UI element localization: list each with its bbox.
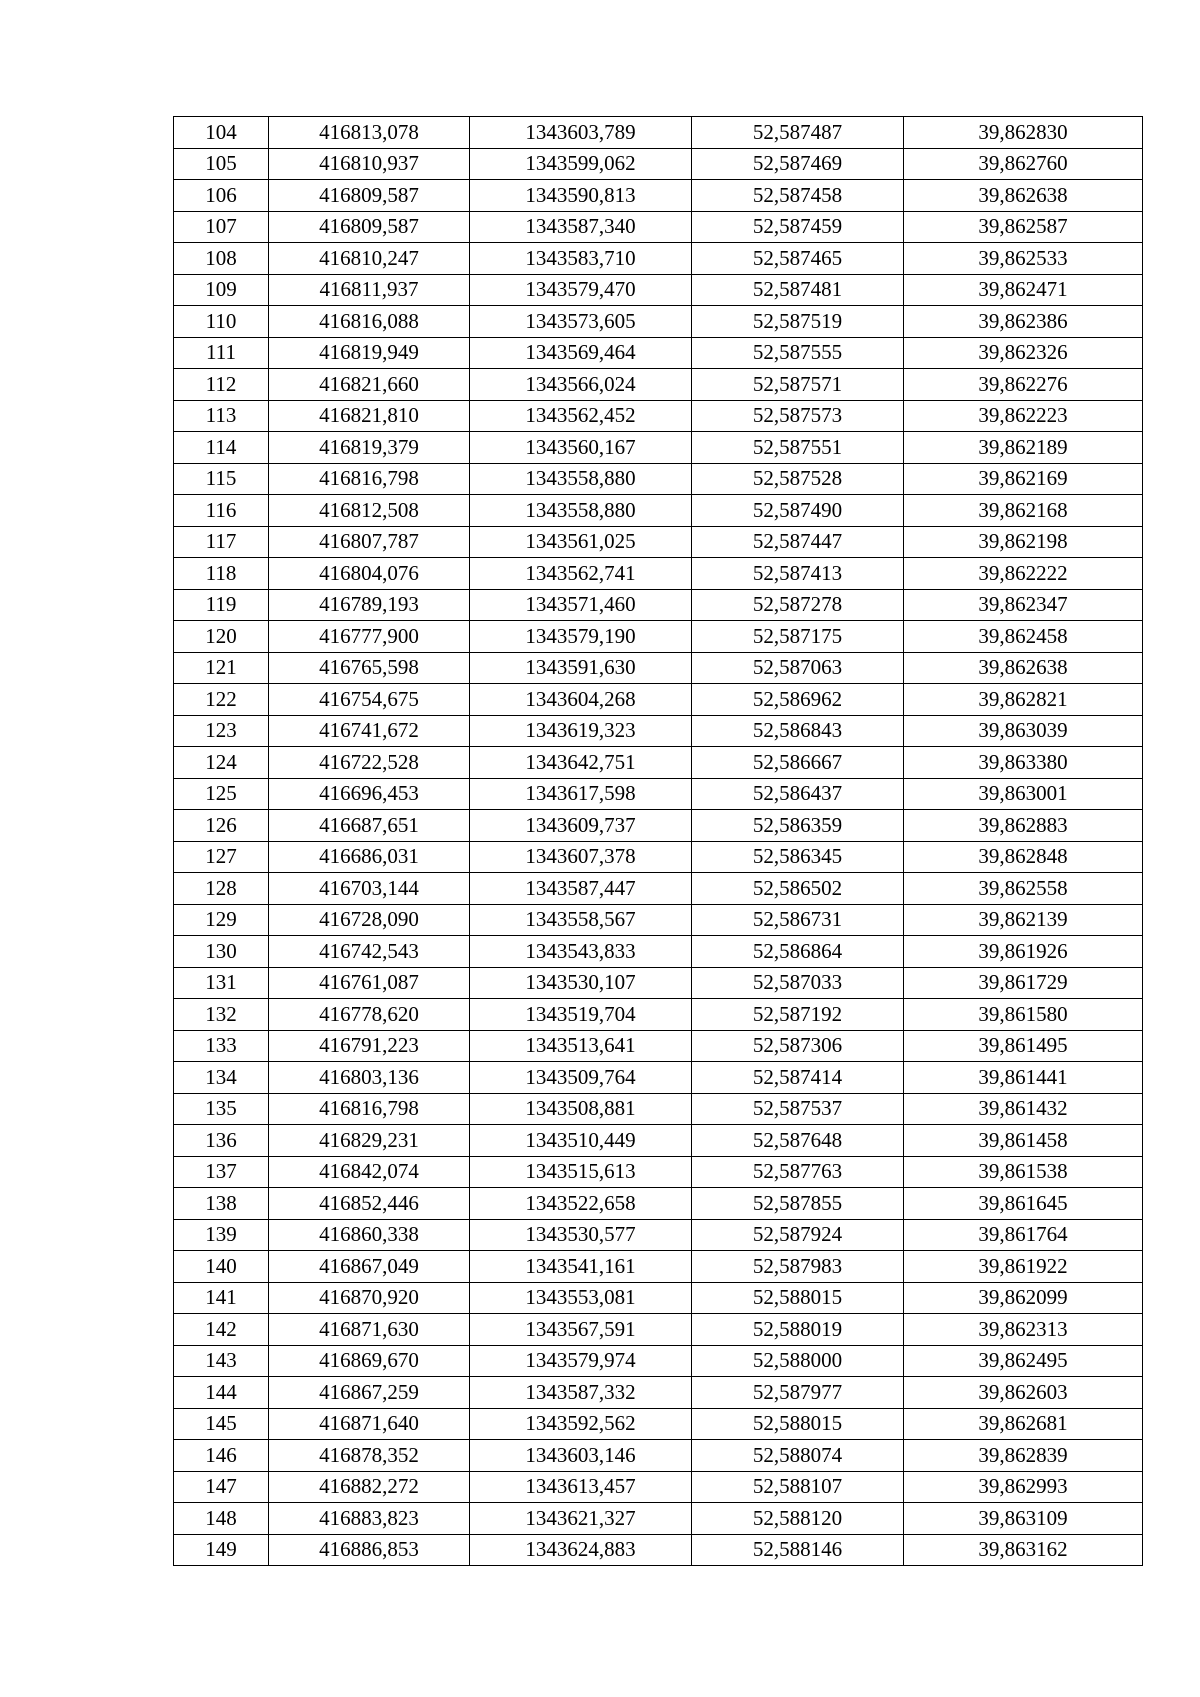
table-row [174, 337, 1143, 369]
table-row [174, 810, 1143, 842]
x-coordinate-cell: 416810,937 [269, 148, 470, 180]
x-coordinate-cell: 416882,272 [269, 1471, 470, 1503]
latitude-cell: 52,587469 [692, 148, 904, 180]
latitude-cell: 52,587192 [692, 999, 904, 1031]
longitude-cell: 39,862821 [904, 684, 1143, 716]
x-coordinate-cell: 416821,660 [269, 369, 470, 401]
longitude-cell: 39,862993 [904, 1471, 1143, 1503]
x-coordinate-cell: 416816,798 [269, 463, 470, 495]
longitude-cell: 39,861432 [904, 1093, 1143, 1125]
table-row [174, 778, 1143, 810]
longitude-cell: 39,862276 [904, 369, 1143, 401]
x-coordinate-cell: 416754,675 [269, 684, 470, 716]
y-coordinate-cell: 1343587,332 [470, 1377, 692, 1409]
point-number-cell: 114 [174, 432, 269, 464]
latitude-cell: 52,587977 [692, 1377, 904, 1409]
longitude-cell: 39,862495 [904, 1345, 1143, 1377]
latitude-cell: 52,587033 [692, 967, 904, 999]
longitude-cell: 39,862347 [904, 589, 1143, 621]
table-row [174, 463, 1143, 495]
latitude-cell: 52,587537 [692, 1093, 904, 1125]
table-row [174, 432, 1143, 464]
latitude-cell: 52,588015 [692, 1282, 904, 1314]
point-number-cell: 140 [174, 1251, 269, 1283]
longitude-cell: 39,862139 [904, 904, 1143, 936]
point-number-cell: 129 [174, 904, 269, 936]
point-number-cell: 127 [174, 841, 269, 873]
x-coordinate-cell: 416778,620 [269, 999, 470, 1031]
point-number-cell: 110 [174, 306, 269, 338]
x-coordinate-cell: 416842,074 [269, 1156, 470, 1188]
table-row [174, 306, 1143, 338]
latitude-cell: 52,587571 [692, 369, 904, 401]
latitude-cell: 52,587063 [692, 652, 904, 684]
latitude-cell: 52,588000 [692, 1345, 904, 1377]
x-coordinate-cell: 416804,076 [269, 558, 470, 590]
table-row [174, 243, 1143, 275]
latitude-cell: 52,588120 [692, 1503, 904, 1535]
table-row [174, 211, 1143, 243]
point-number-cell: 130 [174, 936, 269, 968]
table-row [174, 369, 1143, 401]
point-number-cell: 107 [174, 211, 269, 243]
longitude-cell: 39,861441 [904, 1062, 1143, 1094]
point-number-cell: 124 [174, 747, 269, 779]
point-number-cell: 113 [174, 400, 269, 432]
x-coordinate-cell: 416765,598 [269, 652, 470, 684]
table-row [174, 1534, 1143, 1566]
longitude-cell: 39,862638 [904, 180, 1143, 212]
longitude-cell: 39,861458 [904, 1125, 1143, 1157]
point-number-cell: 108 [174, 243, 269, 275]
latitude-cell: 52,587573 [692, 400, 904, 432]
x-coordinate-cell: 416728,090 [269, 904, 470, 936]
point-number-cell: 135 [174, 1093, 269, 1125]
table-row [174, 621, 1143, 653]
longitude-cell: 39,862458 [904, 621, 1143, 653]
point-number-cell: 143 [174, 1345, 269, 1377]
latitude-cell: 52,587414 [692, 1062, 904, 1094]
y-coordinate-cell: 1343569,464 [470, 337, 692, 369]
x-coordinate-cell: 416813,078 [269, 117, 470, 149]
table-row [174, 873, 1143, 905]
x-coordinate-cell: 416809,587 [269, 180, 470, 212]
y-coordinate-cell: 1343558,880 [470, 495, 692, 527]
longitude-cell: 39,862222 [904, 558, 1143, 590]
longitude-cell: 39,862839 [904, 1440, 1143, 1472]
x-coordinate-cell: 416816,088 [269, 306, 470, 338]
longitude-cell: 39,861926 [904, 936, 1143, 968]
x-coordinate-cell: 416741,672 [269, 715, 470, 747]
point-number-cell: 122 [174, 684, 269, 716]
table-row [174, 652, 1143, 684]
longitude-cell: 39,862189 [904, 432, 1143, 464]
y-coordinate-cell: 1343508,881 [470, 1093, 692, 1125]
table-row [174, 1156, 1143, 1188]
latitude-cell: 52,586359 [692, 810, 904, 842]
longitude-cell: 39,863001 [904, 778, 1143, 810]
longitude-cell: 39,862883 [904, 810, 1143, 842]
x-coordinate-cell: 416686,031 [269, 841, 470, 873]
longitude-cell: 39,862169 [904, 463, 1143, 495]
latitude-cell: 52,587306 [692, 1030, 904, 1062]
table-row [174, 1030, 1143, 1062]
point-number-cell: 149 [174, 1534, 269, 1566]
longitude-cell: 39,862848 [904, 841, 1143, 873]
longitude-cell: 39,862099 [904, 1282, 1143, 1314]
table-row [174, 1219, 1143, 1251]
longitude-cell: 39,861729 [904, 967, 1143, 999]
y-coordinate-cell: 1343613,457 [470, 1471, 692, 1503]
latitude-cell: 52,587855 [692, 1188, 904, 1220]
y-coordinate-cell: 1343519,704 [470, 999, 692, 1031]
table-row [174, 180, 1143, 212]
point-number-cell: 141 [174, 1282, 269, 1314]
longitude-cell: 39,861645 [904, 1188, 1143, 1220]
y-coordinate-cell: 1343553,081 [470, 1282, 692, 1314]
y-coordinate-cell: 1343587,340 [470, 211, 692, 243]
x-coordinate-cell: 416742,543 [269, 936, 470, 968]
longitude-cell: 39,862681 [904, 1408, 1143, 1440]
latitude-cell: 52,587648 [692, 1125, 904, 1157]
x-coordinate-cell: 416807,787 [269, 526, 470, 558]
table-row [174, 936, 1143, 968]
x-coordinate-cell: 416789,193 [269, 589, 470, 621]
x-coordinate-cell: 416883,823 [269, 1503, 470, 1535]
table-row [174, 715, 1143, 747]
y-coordinate-cell: 1343579,974 [470, 1345, 692, 1377]
table-row [174, 1408, 1143, 1440]
point-number-cell: 115 [174, 463, 269, 495]
y-coordinate-cell: 1343617,598 [470, 778, 692, 810]
y-coordinate-cell: 1343603,789 [470, 117, 692, 149]
longitude-cell: 39,861764 [904, 1219, 1143, 1251]
latitude-cell: 52,587551 [692, 432, 904, 464]
longitude-cell: 39,862603 [904, 1377, 1143, 1409]
latitude-cell: 52,587481 [692, 274, 904, 306]
y-coordinate-cell: 1343587,447 [470, 873, 692, 905]
coordinates-table-body [174, 117, 1143, 1566]
longitude-cell: 39,862386 [904, 306, 1143, 338]
table-row [174, 148, 1143, 180]
x-coordinate-cell: 416812,508 [269, 495, 470, 527]
y-coordinate-cell: 1343566,024 [470, 369, 692, 401]
table-row [174, 1314, 1143, 1346]
latitude-cell: 52,587519 [692, 306, 904, 338]
longitude-cell: 39,862638 [904, 652, 1143, 684]
y-coordinate-cell: 1343558,880 [470, 463, 692, 495]
point-number-cell: 120 [174, 621, 269, 653]
point-number-cell: 119 [174, 589, 269, 621]
point-number-cell: 133 [174, 1030, 269, 1062]
x-coordinate-cell: 416871,640 [269, 1408, 470, 1440]
latitude-cell: 52,586731 [692, 904, 904, 936]
table-row [174, 1440, 1143, 1472]
latitude-cell: 52,586962 [692, 684, 904, 716]
y-coordinate-cell: 1343561,025 [470, 526, 692, 558]
latitude-cell: 52,588015 [692, 1408, 904, 1440]
y-coordinate-cell: 1343642,751 [470, 747, 692, 779]
x-coordinate-cell: 416703,144 [269, 873, 470, 905]
y-coordinate-cell: 1343541,161 [470, 1251, 692, 1283]
longitude-cell: 39,863380 [904, 747, 1143, 779]
longitude-cell: 39,862168 [904, 495, 1143, 527]
latitude-cell: 52,587459 [692, 211, 904, 243]
x-coordinate-cell: 416860,338 [269, 1219, 470, 1251]
latitude-cell: 52,587490 [692, 495, 904, 527]
point-number-cell: 144 [174, 1377, 269, 1409]
y-coordinate-cell: 1343530,577 [470, 1219, 692, 1251]
longitude-cell: 39,862830 [904, 117, 1143, 149]
y-coordinate-cell: 1343530,107 [470, 967, 692, 999]
coordinates-table [173, 116, 1143, 1566]
table-row [174, 495, 1143, 527]
table-row [174, 1188, 1143, 1220]
point-number-cell: 146 [174, 1440, 269, 1472]
y-coordinate-cell: 1343567,591 [470, 1314, 692, 1346]
latitude-cell: 52,587447 [692, 526, 904, 558]
point-number-cell: 139 [174, 1219, 269, 1251]
longitude-cell: 39,863039 [904, 715, 1143, 747]
table-row [174, 1377, 1143, 1409]
latitude-cell: 52,587983 [692, 1251, 904, 1283]
y-coordinate-cell: 1343510,449 [470, 1125, 692, 1157]
y-coordinate-cell: 1343579,190 [470, 621, 692, 653]
point-number-cell: 125 [174, 778, 269, 810]
latitude-cell: 52,588019 [692, 1314, 904, 1346]
table-row [174, 1093, 1143, 1125]
y-coordinate-cell: 1343621,327 [470, 1503, 692, 1535]
y-coordinate-cell: 1343560,167 [470, 432, 692, 464]
x-coordinate-cell: 416816,798 [269, 1093, 470, 1125]
longitude-cell: 39,862326 [904, 337, 1143, 369]
longitude-cell: 39,862558 [904, 873, 1143, 905]
point-number-cell: 131 [174, 967, 269, 999]
y-coordinate-cell: 1343603,146 [470, 1440, 692, 1472]
longitude-cell: 39,861580 [904, 999, 1143, 1031]
point-number-cell: 126 [174, 810, 269, 842]
y-coordinate-cell: 1343592,562 [470, 1408, 692, 1440]
point-number-cell: 128 [174, 873, 269, 905]
y-coordinate-cell: 1343579,470 [470, 274, 692, 306]
x-coordinate-cell: 416852,446 [269, 1188, 470, 1220]
x-coordinate-cell: 416867,259 [269, 1377, 470, 1409]
longitude-cell: 39,863109 [904, 1503, 1143, 1535]
x-coordinate-cell: 416870,920 [269, 1282, 470, 1314]
x-coordinate-cell: 416810,247 [269, 243, 470, 275]
x-coordinate-cell: 416811,937 [269, 274, 470, 306]
x-coordinate-cell: 416791,223 [269, 1030, 470, 1062]
table-row [174, 1251, 1143, 1283]
table-row [174, 526, 1143, 558]
point-number-cell: 106 [174, 180, 269, 212]
longitude-cell: 39,861495 [904, 1030, 1143, 1062]
y-coordinate-cell: 1343543,833 [470, 936, 692, 968]
table-row [174, 999, 1143, 1031]
latitude-cell: 52,587175 [692, 621, 904, 653]
x-coordinate-cell: 416819,949 [269, 337, 470, 369]
point-number-cell: 118 [174, 558, 269, 590]
table-row [174, 841, 1143, 873]
point-number-cell: 117 [174, 526, 269, 558]
y-coordinate-cell: 1343522,658 [470, 1188, 692, 1220]
latitude-cell: 52,588146 [692, 1534, 904, 1566]
latitude-cell: 52,586864 [692, 936, 904, 968]
table-row [174, 967, 1143, 999]
latitude-cell: 52,586843 [692, 715, 904, 747]
table-row [174, 558, 1143, 590]
latitude-cell: 52,587278 [692, 589, 904, 621]
point-number-cell: 123 [174, 715, 269, 747]
x-coordinate-cell: 416869,670 [269, 1345, 470, 1377]
x-coordinate-cell: 416867,049 [269, 1251, 470, 1283]
point-number-cell: 109 [174, 274, 269, 306]
longitude-cell: 39,862760 [904, 148, 1143, 180]
longitude-cell: 39,862587 [904, 211, 1143, 243]
point-number-cell: 112 [174, 369, 269, 401]
x-coordinate-cell: 416687,651 [269, 810, 470, 842]
x-coordinate-cell: 416722,528 [269, 747, 470, 779]
y-coordinate-cell: 1343619,323 [470, 715, 692, 747]
point-number-cell: 105 [174, 148, 269, 180]
y-coordinate-cell: 1343624,883 [470, 1534, 692, 1566]
point-number-cell: 145 [174, 1408, 269, 1440]
x-coordinate-cell: 416829,231 [269, 1125, 470, 1157]
y-coordinate-cell: 1343590,813 [470, 180, 692, 212]
y-coordinate-cell: 1343513,641 [470, 1030, 692, 1062]
y-coordinate-cell: 1343562,741 [470, 558, 692, 590]
table-row [174, 1125, 1143, 1157]
latitude-cell: 52,588074 [692, 1440, 904, 1472]
point-number-cell: 142 [174, 1314, 269, 1346]
point-number-cell: 121 [174, 652, 269, 684]
point-number-cell: 111 [174, 337, 269, 369]
point-number-cell: 116 [174, 495, 269, 527]
latitude-cell: 52,586345 [692, 841, 904, 873]
y-coordinate-cell: 1343604,268 [470, 684, 692, 716]
y-coordinate-cell: 1343607,378 [470, 841, 692, 873]
x-coordinate-cell: 416803,136 [269, 1062, 470, 1094]
longitude-cell: 39,862533 [904, 243, 1143, 275]
y-coordinate-cell: 1343509,764 [470, 1062, 692, 1094]
y-coordinate-cell: 1343558,567 [470, 904, 692, 936]
table-row [174, 1062, 1143, 1094]
latitude-cell: 52,587465 [692, 243, 904, 275]
point-number-cell: 136 [174, 1125, 269, 1157]
x-coordinate-cell: 416821,810 [269, 400, 470, 432]
longitude-cell: 39,861538 [904, 1156, 1143, 1188]
point-number-cell: 134 [174, 1062, 269, 1094]
latitude-cell: 52,586437 [692, 778, 904, 810]
table-row [174, 684, 1143, 716]
x-coordinate-cell: 416819,379 [269, 432, 470, 464]
longitude-cell: 39,862223 [904, 400, 1143, 432]
latitude-cell: 52,586502 [692, 873, 904, 905]
y-coordinate-cell: 1343573,605 [470, 306, 692, 338]
latitude-cell: 52,587528 [692, 463, 904, 495]
point-number-cell: 137 [174, 1156, 269, 1188]
table-row [174, 747, 1143, 779]
latitude-cell: 52,587413 [692, 558, 904, 590]
y-coordinate-cell: 1343599,062 [470, 148, 692, 180]
table-row [174, 1282, 1143, 1314]
latitude-cell: 52,587458 [692, 180, 904, 212]
longitude-cell: 39,863162 [904, 1534, 1143, 1566]
table-row [174, 1471, 1143, 1503]
table-row [174, 904, 1143, 936]
y-coordinate-cell: 1343571,460 [470, 589, 692, 621]
point-number-cell: 104 [174, 117, 269, 149]
x-coordinate-cell: 416777,900 [269, 621, 470, 653]
x-coordinate-cell: 416696,453 [269, 778, 470, 810]
latitude-cell: 52,587763 [692, 1156, 904, 1188]
y-coordinate-cell: 1343562,452 [470, 400, 692, 432]
x-coordinate-cell: 416878,352 [269, 1440, 470, 1472]
longitude-cell: 39,862313 [904, 1314, 1143, 1346]
latitude-cell: 52,587487 [692, 117, 904, 149]
x-coordinate-cell: 416886,853 [269, 1534, 470, 1566]
y-coordinate-cell: 1343609,737 [470, 810, 692, 842]
longitude-cell: 39,862471 [904, 274, 1143, 306]
point-number-cell: 132 [174, 999, 269, 1031]
table-row [174, 1345, 1143, 1377]
point-number-cell: 148 [174, 1503, 269, 1535]
point-number-cell: 138 [174, 1188, 269, 1220]
x-coordinate-cell: 416871,630 [269, 1314, 470, 1346]
y-coordinate-cell: 1343515,613 [470, 1156, 692, 1188]
table-row [174, 400, 1143, 432]
latitude-cell: 52,586667 [692, 747, 904, 779]
latitude-cell: 52,587555 [692, 337, 904, 369]
x-coordinate-cell: 416761,087 [269, 967, 470, 999]
y-coordinate-cell: 1343591,630 [470, 652, 692, 684]
table-row [174, 589, 1143, 621]
table-row [174, 117, 1143, 149]
table-row [174, 1503, 1143, 1535]
x-coordinate-cell: 416809,587 [269, 211, 470, 243]
point-number-cell: 147 [174, 1471, 269, 1503]
latitude-cell: 52,587924 [692, 1219, 904, 1251]
table-row [174, 274, 1143, 306]
y-coordinate-cell: 1343583,710 [470, 243, 692, 275]
longitude-cell: 39,861922 [904, 1251, 1143, 1283]
longitude-cell: 39,862198 [904, 526, 1143, 558]
latitude-cell: 52,588107 [692, 1471, 904, 1503]
